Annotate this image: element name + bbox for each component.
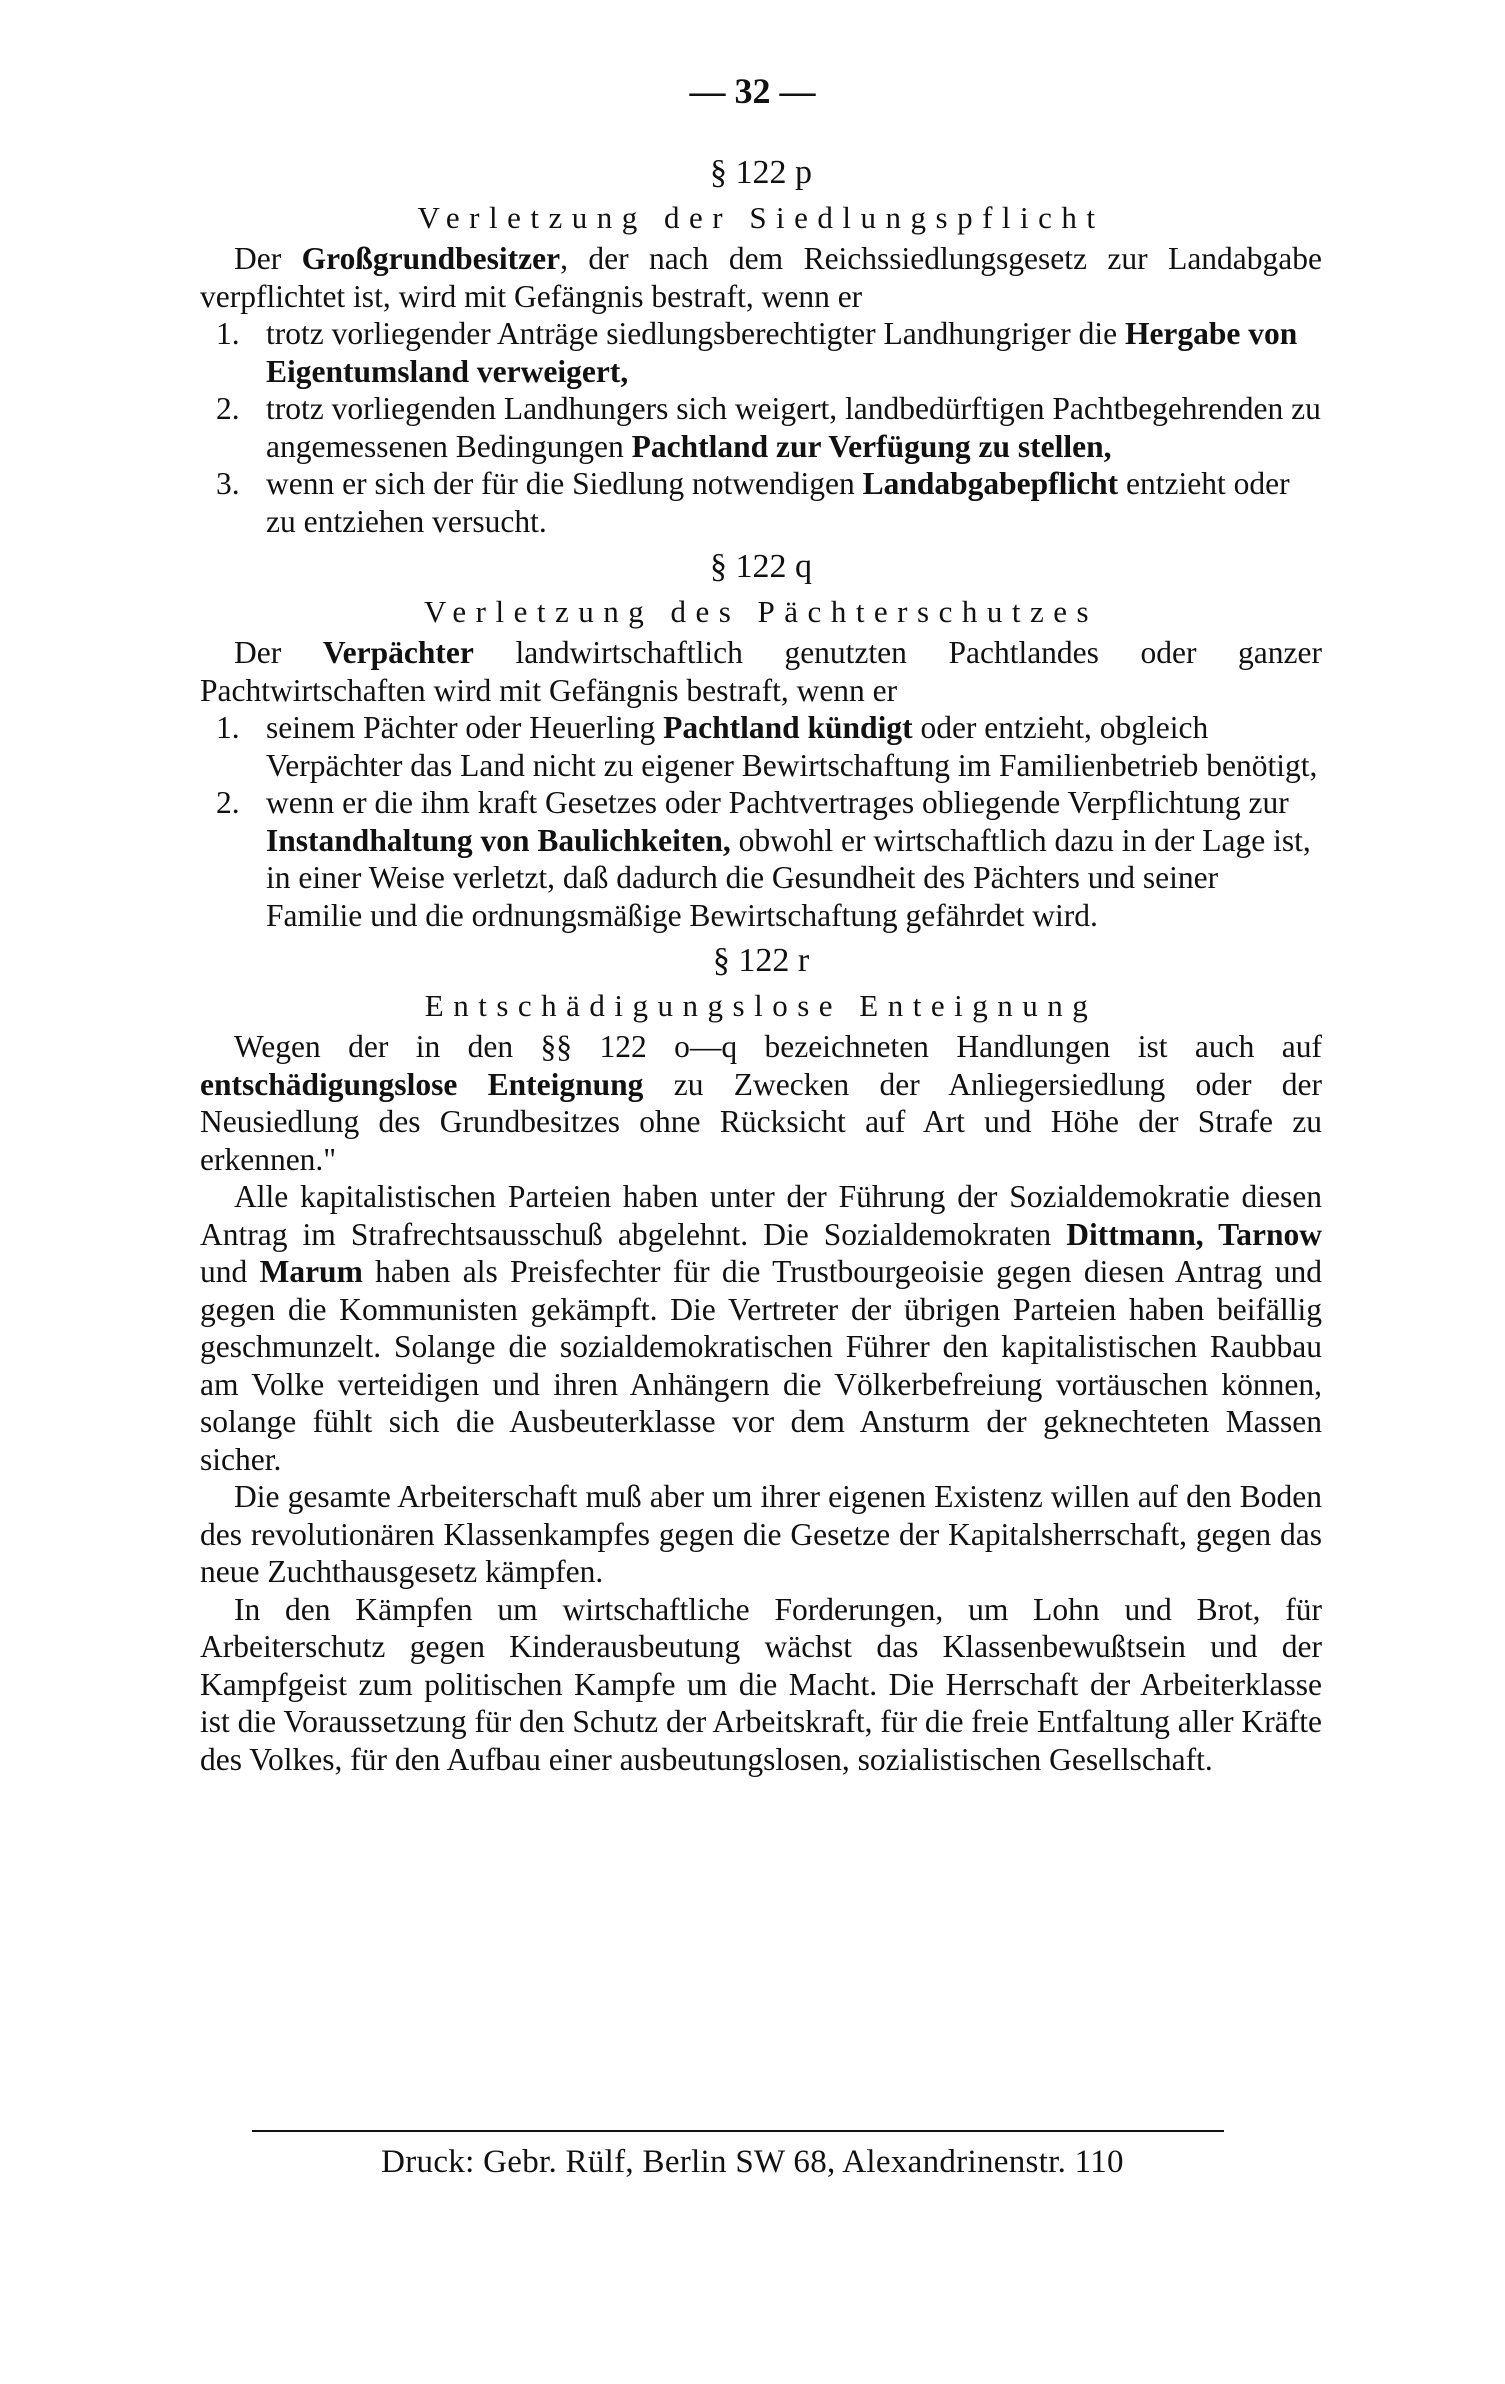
list-item xyxy=(200,315,1322,390)
section xyxy=(200,544,1322,934)
text-run: Wegen der in den §§ 122 o—q bezeichneten Handlungen ist auch auf xyxy=(234,1029,1322,1064)
section xyxy=(200,150,1322,540)
text-run: trotz vorliegenden Landhungers sich weigert, landbedürftigen Pachtbegehrenden zu angemessenen Bedingungen xyxy=(266,391,1321,464)
emphasis-text: Dittmann, Tarnow xyxy=(1066,1216,1322,1252)
section-title: Entschädigungslose Enteignung xyxy=(424,988,1098,1023)
text-run: haben als Preisfechter für die Trustbourgeoisie gegen diesen Antrag und gegen die Kommunisten gekämpft. Die Vertreter der übrigen Parteien haben beifällig geschmunzelt. Solange die sozialdemokratischen Führer den kapitalistischen Raubbau am Volke verteidigen und ihren Anhängern die Völkerbefreiung vortäuschen können, solange fühlt sich die Ausbeuterklasse vor dem Ansturm der geknechteten Massen sicher. xyxy=(200,1254,1322,1477)
closing-text xyxy=(200,1178,1322,1778)
section-title: Verletzung der Siedlungspflicht xyxy=(417,200,1105,235)
list-item xyxy=(200,709,1322,784)
emphasis-text: entschädigungslose Enteignung xyxy=(200,1066,644,1102)
emphasis-text: Instandhaltung von Baulichkeiten, xyxy=(266,822,731,858)
paragraph-number: § 122 r xyxy=(712,942,810,979)
paragraph-number: § 122 p xyxy=(710,154,812,191)
text-run: landwirtschaftlich genutzten Pachtlandes oder ganzer Pachtwirtschaften wird mit Gefängnis bestraft, wenn er xyxy=(200,635,1322,708)
emphasis-text: Marum xyxy=(259,1254,363,1289)
item-number: 1. xyxy=(216,710,240,745)
text-run: seinem Pächter oder Heuerling xyxy=(266,710,664,745)
text-run: Der xyxy=(234,635,323,670)
emphasis-text: Hergabe von Eigentumsland verweigert, xyxy=(266,316,1298,389)
page-number: — 32 — xyxy=(689,71,816,111)
list-item xyxy=(200,465,1322,540)
list-item xyxy=(200,390,1322,465)
text-run: Alle kapitalistischen Parteien haben unter der Führung der Sozialdemokratie diesen Antrag im Strafrechtsausschuß abgelehnt. Die Sozialdemokraten xyxy=(200,1179,1322,1252)
emphasis-text: Pachtland zur Verfügung zu stellen, xyxy=(631,428,1112,464)
text-run: wenn er die ihm kraft Gesetzes oder Pachtvertrages obliegende Verpflichtung zur xyxy=(266,785,1289,820)
text-run: Der xyxy=(234,241,302,276)
emphasis-text: Verpächter xyxy=(322,635,474,670)
text-run: zu Zwecken der Anliegersiedlung oder der Neusiedlung des Grundbesitzes ohne Rücksicht auf Art und Höhe der Strafe zu erkennen." xyxy=(200,1066,1322,1177)
emphasis-text: Landabgabepflicht xyxy=(862,466,1119,501)
text-run: und xyxy=(200,1254,260,1289)
item-text xyxy=(266,466,1290,539)
document-body xyxy=(200,148,1322,1778)
section-intro xyxy=(200,634,1322,709)
item-number: 1. xyxy=(216,316,240,351)
item-number: 2. xyxy=(216,391,240,426)
printer-imprint: Druck: Gebr. Rülf, Berlin SW 68, Alexandrinenstr. 110 xyxy=(381,2144,1124,2180)
item-number: 2. xyxy=(216,785,240,820)
text-run: trotz vorliegender Anträge siedlungsberechtigter Landhungriger die xyxy=(266,316,1125,351)
text-run: Die gesamte Arbeiterschaft muß aber um ihrer eigenen Existenz willen auf den Boden des revolutionären Klassenkampfes gegen die Gesetze der Kapitalsherrschaft, gegen das neue Zuchthausgesetz kämpfen. xyxy=(200,1479,1322,1589)
body-paragraph xyxy=(200,1478,1322,1591)
text-run: In den Kämpfen um wirtschaftliche Forderungen, um Lohn und Brot, für Arbeiterschutz gegen Kinderausbeutung wächst das Klassenbewußtsein und der Kampfgeist zum politischen Kampfe um die Macht. Die Herrschaft der Arbeiterklasse ist die Voraussetzung für den Schutz der Arbeitskraft, für die freie Entfaltung aller Kräfte des Volkes, für den Aufbau einer ausbeutungslosen, sozialistischen Gesellschaft. xyxy=(200,1591,1322,1777)
item-text xyxy=(266,391,1321,464)
text-run: oder entzieht, obgleich Verpächter das Land nicht zu eigener Bewirtschaftung im Familienbetrieb benötigt, xyxy=(266,710,1318,783)
item-number: 3. xyxy=(216,466,240,501)
text-run: wenn er sich der für die Siedlung notwendigen xyxy=(266,466,863,501)
section-title: Verletzung des Pächterschutzes xyxy=(423,594,1099,629)
section xyxy=(200,938,1322,1178)
section-intro xyxy=(200,1028,1322,1178)
paragraph-number: § 122 q xyxy=(710,548,812,585)
item-text xyxy=(266,785,1311,933)
item-text xyxy=(266,710,1317,783)
emphasis-text: Großgrundbesitzer xyxy=(301,241,561,276)
list-item xyxy=(200,784,1322,934)
text-run: , der nach dem Reichssiedlungsgesetz zur Landabgabe verpflichtet ist, wird mit Gefängnis bestraft, wenn er xyxy=(200,241,1322,314)
footer-divider xyxy=(252,2130,1224,2132)
body-paragraph xyxy=(200,1178,1322,1478)
item-text xyxy=(266,316,1297,389)
emphasis-text: Pachtland kündigt xyxy=(663,710,913,745)
text-run: obwohl er wirtschaftlich dazu in der Lage ist, in einer Weise verletzt, daß dadurch die Gesundheit des Pächters und seiner Familie und die ordnungsmäßige Bewirtschaftung gefährdet wird. xyxy=(266,822,1311,933)
section-intro xyxy=(200,240,1322,315)
body-paragraph xyxy=(200,1591,1322,1779)
text-run: entzieht oder zu entziehen versucht. xyxy=(266,466,1290,539)
